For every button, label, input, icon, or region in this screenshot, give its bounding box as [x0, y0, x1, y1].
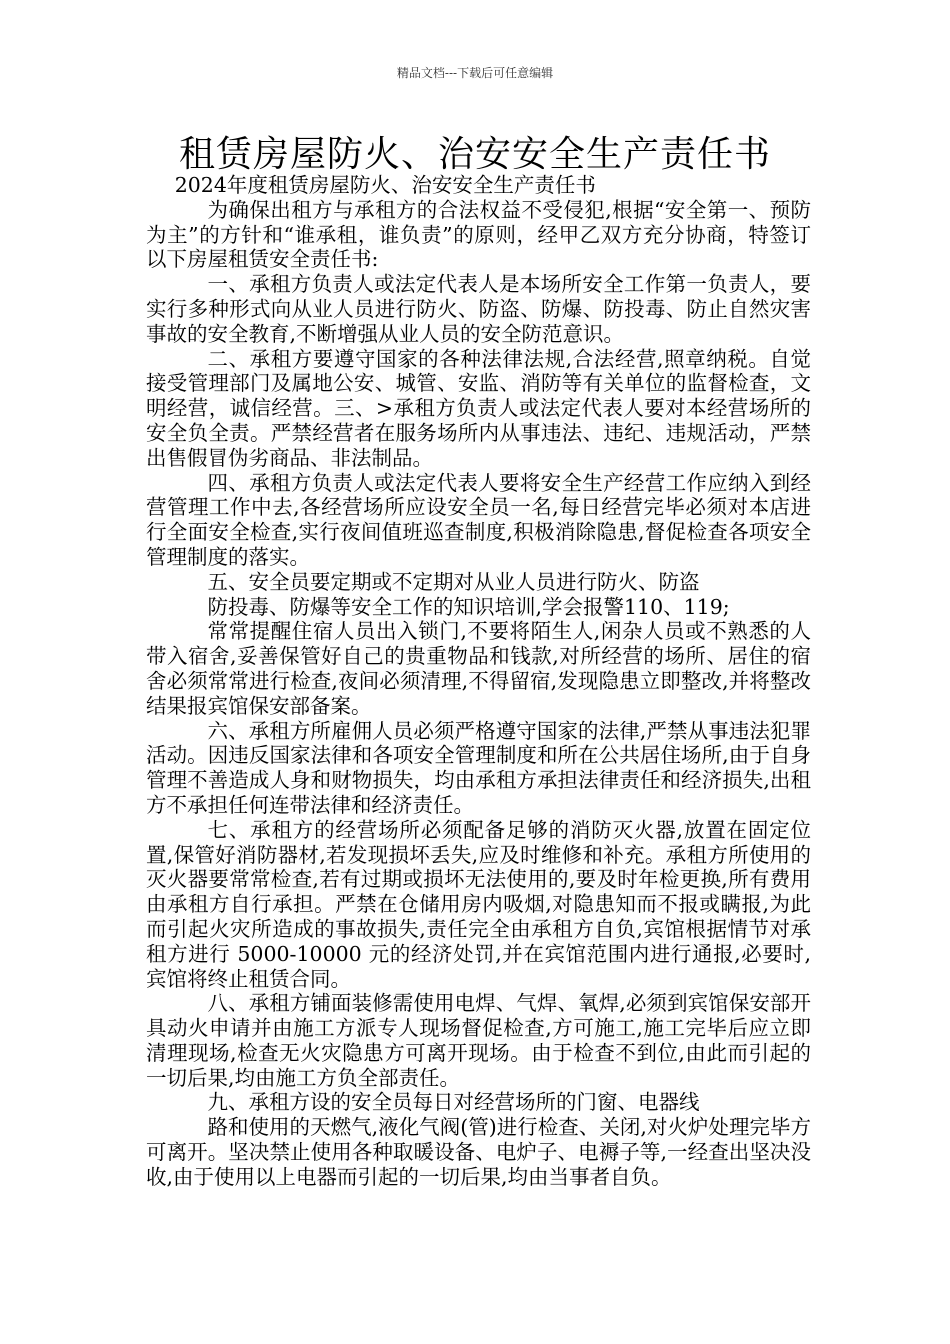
clause-5-part-1: 五、安全员要定期或不定期对从业人员进行防火、防盗	[207, 569, 700, 594]
subtitle-paragraph: 2024年度租赁房屋防火、治安安全生产责任书	[174, 173, 596, 197]
clause-1: 一、承租方负责人或法定代表人是本场所安全工作第一负责人，要实行多种形式向从业人员进行防火、防盗、防爆、防投毒、防止自然灾害事故的安全教育,不断增强从业人员的安全防范意识。	[146, 272, 811, 346]
clause-7: 七、承租方的经营场所必须配备足够的消防灭火器,放置在固定位置,保管好消防器材,若发现损坏丢失,应及时维修和补充。承租方所使用的灭火器要常常检查,若有过期或损坏无法使用的,要及时年检更换,所有费用由承租方自行承担。严禁在仓储用房内吸烟,对隐患知而不报或瞒报,为此而引起火灾所造成的事故损失,责任完全由承租方自负,宾馆根据情节对承租方进行 5000-10000 元的经济处罚,并在宾馆范围内进行通报,必要时,宾馆将终止租赁合同。	[146, 817, 811, 991]
document-title: 租赁房屋防火、治安安全生产责任书	[178, 134, 771, 175]
page-header: 精品文档---下载后可任意编辑	[396, 66, 554, 80]
intro-paragraph: 为确保出租方与承租方的合法权益不受侵犯,根据“安全第一、预防为主”的方针和“谁承租，谁负责”的原则，经甲乙双方充分协商，特签订以下房屋租赁安全责任书:	[146, 197, 811, 272]
clause-9-part-2: 路和使用的天燃气,液化气阀(管)进行检查、关闭,对火炉处理完毕方可离开。坚决禁止使用各种取暖设备、电炉子、电褥子等,一经查出坚决没收,由于使用以上电器而引起的一切后果,均由当事者自负。	[146, 1115, 811, 1189]
clause-4: 四、承租方负责人或法定代表人要将安全生产经营工作应纳入到经营管理工作中去,各经营场所应设安全员一名,每日经营完毕必须对本店进行全面安全检查,实行夜间值班巡查制度,积极消除隐患,督促检查各项安全管理制度的落实。	[146, 470, 811, 569]
clause-5-part-2: 防投毒、防爆等安全工作的知识培训,学会报警110、119;	[207, 594, 730, 619]
clause-8: 八、承租方铺面装修需使用电焊、气焊、氧焊,必须到宾馆保安部开具动火申请并由施工方派专人现场督促检查,方可施工,施工完毕后应立即清理现场,检查无火灾隐患方可离开现场。由于检查不到位,由此而引起的一切后果,均由施工方负全部责任。	[146, 991, 811, 1090]
clause-9-part-1: 九、承租方设的安全员每日对经营场所的门窗、电器线	[207, 1090, 700, 1115]
clause-6: 六、承租方所雇佣人员必须严格遵守国家的法律,严禁从事违法犯罪活动。因违反国家法律和各项安全管理制度和所在公共居住场所,由于自身管理不善造成人身和财物损失，均由承租方承担法律责任和经济损失,出租方不承担任何连带法律和经济责任。	[146, 718, 811, 817]
clause-5-part-3: 常常提醒住宿人员出入锁门,不要将陌生人,闲杂人员或不熟悉的人带入宿舍,妥善保管好自己的贵重物品和钱款,对所经营的场所、居住的宿舍必须常常进行检查,夜间必须清理,不得留宿,发现隐患立即整改,并将整改结果报宾馆保安部备案。	[146, 619, 811, 718]
document-body	[146, 173, 811, 1190]
clause-2-3: 二、承租方要遵守国家的各种法律法规,合法经营,照章纳税。自觉接受管理部门及属地公安、城管、安监、消防等有关单位的监督检查，文明经营，诚信经营。三、>承租方负责人或法定代表人要对本经营场所的安全负全责。严禁经营者在服务场所内从事违法、违纪、违规活动，严禁出售假冒伪劣商品、非法制品。	[146, 346, 811, 470]
